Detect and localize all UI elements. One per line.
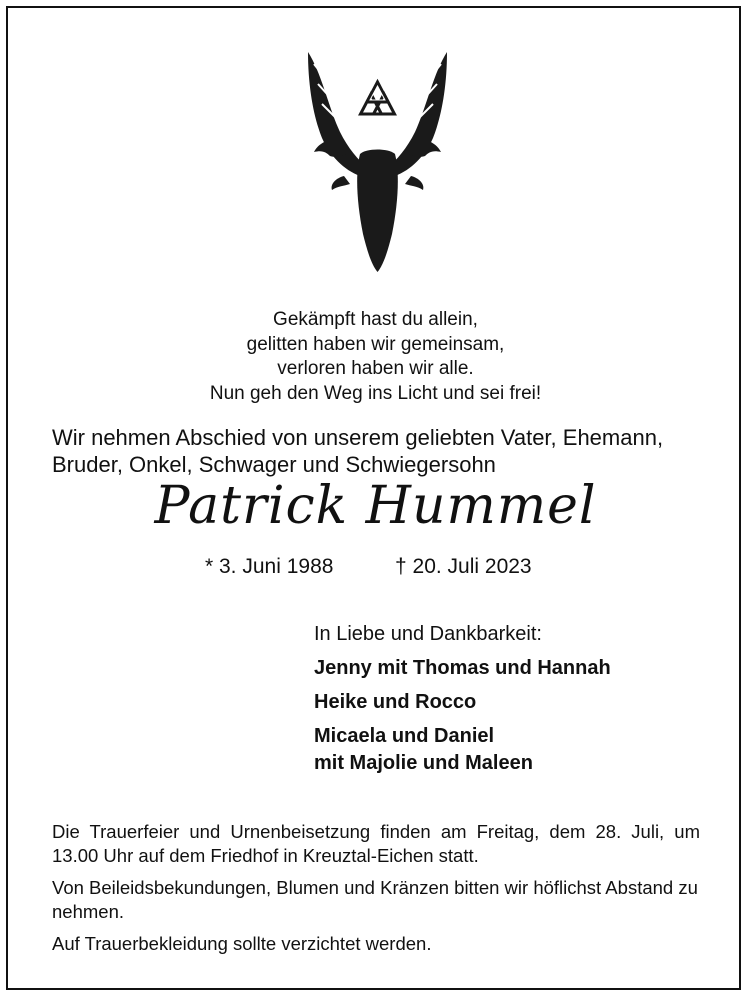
mourner-name: Heike und Rocco (314, 691, 477, 713)
intro-line: Wir nehmen Abschied von unserem geliebten Vater, Ehemann, (52, 425, 664, 450)
mourner-name: Jenny mit Thomas und Hannah (314, 657, 611, 679)
mourner-group (314, 655, 714, 682)
deceased-name: Patrick Hummel (154, 476, 597, 536)
poem-line: Gekämpft hast du allein, (273, 309, 478, 330)
mourner-name: Micaela und Daniel (314, 725, 495, 747)
poem-line: Nun geh den Weg ins Licht und sei frei! (209, 382, 542, 404)
poem-line: verloren haben wir alle. (277, 358, 474, 379)
poem (0, 308, 751, 406)
ceremony-notice: Die Trauerfeier und Urnenbeisetzung finden am Freitag, dem 28. Juli, um 13.00 Uhr auf dem Friedhof in Kreuztal-Eichen statt. (52, 821, 700, 866)
condolence-notice: Von Beileidsbekundungen, Blumen und Kränzen bitten wir höflichst Abstand zu nehmen. (52, 877, 698, 922)
intro-line: Bruder, Onkel, Schwager und Schwiegersohn (52, 452, 496, 477)
attire-notice: Auf Trauerbekleidung sollte verzichtet werden. (52, 933, 432, 954)
birth-date: * 3. Juni 1988 (205, 555, 334, 578)
mourner-name: mit Majolie und Maleen (314, 752, 533, 774)
farewell-intro (52, 424, 712, 478)
mourner-group (314, 689, 714, 716)
death-date: † 20. Juli 2023 (395, 555, 532, 578)
mourners-heading: In Liebe und Dankbarkeit: (314, 623, 542, 645)
mourners-list (314, 620, 714, 777)
funeral-info (52, 820, 700, 965)
eagle-valknut-icon (300, 44, 455, 274)
mourner-group (314, 723, 714, 777)
poem-line: gelitten haben wir gemeinsam, (246, 333, 505, 355)
